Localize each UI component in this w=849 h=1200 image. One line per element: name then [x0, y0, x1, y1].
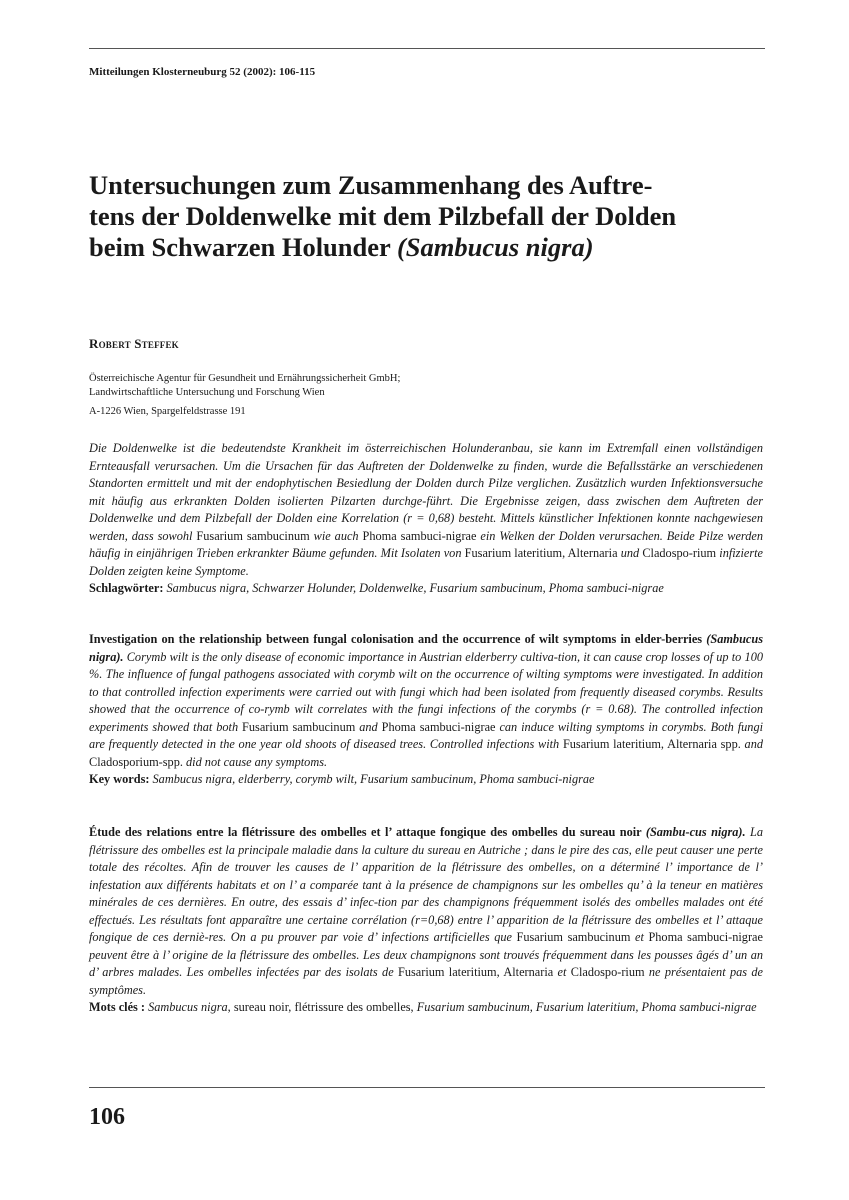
abstract-text: La flétrissure des ombelles est la principale maladie dans la culture du sureau en Autriche ; dans le pire des cas, elle peut causer une perte totale des récoltes. Afin de trouver les causes de l’ apparition de la flétrissure des ombelles, on a déterminé l’ importance de l’ infestation aux différents habitats et on l’ a comparée tant à la présence de champignons sur les ombelles qu’ à la teneur en matières minérales de ces dernières. En outre, des essais d’ infec-tion par des champignons fréquemment isolés des ombelles malades ont été effectués. Les résultats font apparaître une certaine corrélation (r=0,68) entre l’ apparition de la flétrissure des ombelles et l’ attaque fongique de ces derniè-res. On a pu prouver par voie d’ infections artificielles que — [89, 825, 764, 944]
abstract-text: infizierte Dolden zeigten keine Symptome. — [89, 546, 764, 578]
keywords-label: Schlagwörter: — [89, 581, 164, 595]
keywords-text: Sambucus nigra, Schwarzer Holunder, Doldenwelke, Fusarium sambucinum, Phoma sambuci-nigrae — [163, 581, 664, 595]
keywords-text: Sambucus nigra — [145, 1000, 228, 1014]
keywords-label: Key words: — [89, 772, 150, 786]
species-name: Fusarium sambucinum — [516, 930, 631, 944]
heading-species: (Sambu-cus nigra). — [645, 825, 746, 839]
species-name: Fusarium sambucinum — [242, 719, 356, 734]
abstract-text: Die Doldenwelke ist die bedeutendste Krankheit im österreichischen Holunderanbau, sie kann im Extremfall einen vollständigen Ernteausfall verursachen. Um die Ursachen für das Auftreten der Doldenwelke zu finden, wurde die Befallsstärke an verschiedenen Standorten ermittelt und mit der endophytischen Besiedlung der Dolden durch Pilze verglichen. Zusätzlich wurden Infektionsversuche mit häufig aus erkrankten Dolden isolierten Pilzarten durchge-führt. Die Ergebnisse zeigen, dass zwischen dem Auftreten der Doldenwelke und dem Pilzbefall der Dolden eine Korrelation (r = 0,68) besteht. Mittels künstlicher Infektionen konnte nachgewiesen werden, dass sowohl — [89, 441, 763, 543]
abstract-text: did not cause any symptoms. — [182, 754, 328, 769]
footer-rule — [89, 1087, 765, 1088]
abstract-text: et — [630, 930, 649, 944]
abstract-text: und — [617, 546, 643, 560]
affiliation — [89, 372, 400, 400]
title-line-2: tens der Doldenwelke mit dem Pilzbefall der Dolden — [89, 201, 677, 231]
species-name: Cladosporium-spp. — [89, 754, 183, 769]
abstract-text: Corymb wilt is the only disease of economic importance in Austrian elderberry cultiva-tion, it can cause crop losses of up to 100 %. The influence of fungal pathogens associated with corymb wilt on the occurrence of wilting symptoms were investigated. In addition to that controlled infection experiments were carried out with fungi which had been isolated from frequently diseased corymbs. Results showed that the occurrence of co-rymb wilt correlates with the fungi infections of the corymbs (r = 0.68). The controlled infection experiments showed that both — [89, 649, 763, 734]
affiliation-line-2: Landwirtschaftliche Untersuchung und Forschung Wien — [89, 387, 325, 398]
abstract-text: and — [740, 737, 763, 751]
species-name: Cladospo-rium — [570, 965, 645, 979]
species-name: Fusarium lateritium, Alternaria — [398, 965, 554, 979]
abstract-french — [89, 824, 763, 1017]
abstract-text: et — [553, 965, 571, 979]
keywords-text: Fusarium sambucinum, Fusarium lateritium, Phoma sambuci-nigrae — [416, 1000, 757, 1014]
abstract-text: peuvent être à l’ origine de la flétrissure des ombelles. Les deux champignons sont trouvés fréquemment dans les pousses âgés d’ un an d’ arbres malades. Les ombelles infectées par des isolats de — [89, 947, 763, 979]
species-name: Phoma sambuci-nigrae — [648, 930, 763, 944]
abstract-text: can induce wilting symptoms in corymbs. Both fungi are frequently detected in the one year old shoots of diseased trees. Controlled infections with — [89, 719, 764, 751]
address: A-1226 Wien, Spargelfeldstrasse 191 — [89, 406, 246, 417]
abstract-text: ne présentaient pas de symptômes. — [89, 965, 763, 997]
abstract-text: wie auch — [309, 528, 363, 543]
title-species: (Sambucus nigra) — [396, 232, 594, 262]
author-name: Robert Steffek — [89, 336, 179, 351]
article-title — [89, 170, 769, 263]
title-line-3: beim Schwarzen Holunder — [89, 232, 397, 262]
species-name: Cladospo-rium — [642, 546, 717, 560]
abstract-heading: Investigation on the relationship between fungal colonisation and the occurrence of wilt symptoms in elder-berries — [89, 632, 707, 646]
species-name: Fusarium lateritium, Alternaria spp. — [562, 737, 741, 751]
journal-reference: Mitteilungen Klosterneuburg 52 (2002): 106-115 — [89, 66, 316, 78]
affiliation-line-1: Österreichische Agentur für Gesundheit und Ernährungssicherheit GmbH; — [89, 373, 401, 384]
species-name: Phoma sambuci-nigrae — [381, 719, 496, 734]
species-name: Fusarium lateritium, Alternaria — [464, 546, 618, 560]
abstract-heading: Étude des relations entre la flétrissure des ombelles et l’ attaque fongique des ombelles du sureau noir — [89, 825, 646, 839]
header-rule — [89, 48, 765, 49]
abstract-text: ein Welken der Dolden verursachen. Beide Pilze werden häufig in einjährigen Trieben erkrankter Bäume gefunden. Mit Isolaten von — [89, 528, 763, 560]
abstract-text: and — [355, 719, 382, 734]
keywords-text: Sambucus nigra, elderberry, corymb wilt, Fusarium sambucinum, Phoma sambuci-nigrae — [149, 772, 595, 786]
abstract-english — [89, 631, 763, 789]
species-name: Phoma sambuci-nigrae — [362, 528, 477, 543]
title-line-1: Untersuchungen zum Zusammenhang des Auftre- — [89, 170, 653, 200]
abstract-german — [89, 440, 763, 598]
page-number: 106 — [89, 1104, 125, 1130]
species-name: Fusarium sambucinum — [196, 528, 310, 543]
keywords-label: Mots clés : — [89, 1000, 145, 1014]
keywords-text: , sureau noir, flétrissure des ombelles, — [227, 1000, 417, 1014]
heading-species: (Sambucus nigra). — [89, 632, 763, 664]
